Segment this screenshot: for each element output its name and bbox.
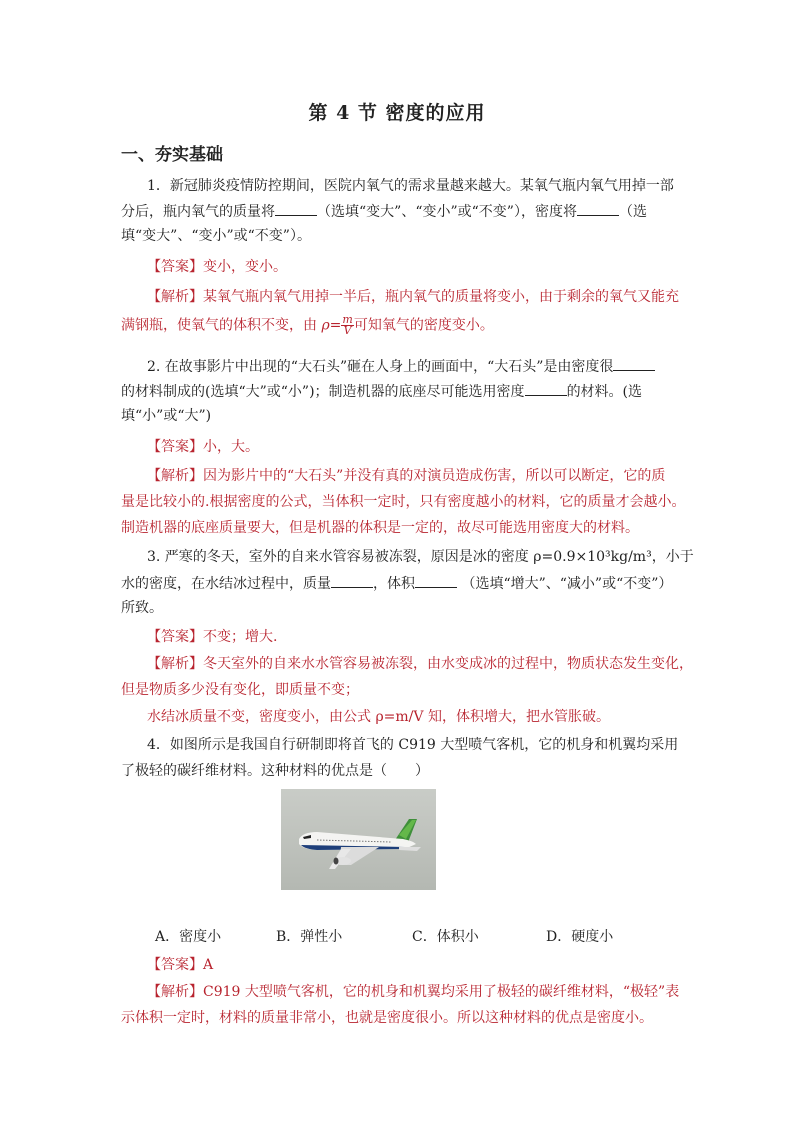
answer-text: A [203,957,214,973]
explanation-text: 量是比较小的.根据密度的公式，当体积一定时，只有密度越小的材料，它的质量才会越小。 [121,494,686,510]
explanation-text: C919 大型喷气客机，它的机身和机翼均采用了极轻的碳纤维材料，“极轻”表 [203,984,680,1000]
q3-line-3: 所致。 [121,600,163,616]
q3-line-1: 3. 严寒的冬天，室外的自来水管容易被冻裂，原因是冰的密度 ρ=0.9×10³kg/m³，小于 [147,549,694,565]
explanation-tag: 【解析】 [147,468,203,484]
q4-line-1: 4．如图所示是我国自行研制即将首飞的 C919 大型喷气客机，它的机身和机翼均采用 [147,737,679,753]
answer-text: 不变；增大. [203,629,278,645]
option-a: A．密度小 [155,929,222,945]
explanation-text: 水结冰质量不变，密度变小，由公式 ρ=m/V 知，体积增大，把水管胀破。 [147,709,610,725]
airplane-photo [281,789,436,890]
blank [577,201,619,216]
q1-explanation-2 [121,315,681,336]
explanation-text: 满钢瓶，使氧气的体积不变，由 [121,317,322,334]
q3-explanation-3 [147,707,707,727]
option-c: C．体积小 [412,929,479,945]
q4-answer [147,955,707,975]
explanation-text: 某氧气瓶内氧气用掉一半后，瓶内氧气的质量将变小，由于剩余的氧气又能充 [203,289,679,305]
q2-line-1 [147,356,707,377]
blank [331,573,373,588]
explanation-tag: 【解析】 [147,289,203,305]
q3-line-2 [121,573,681,594]
explanation-text: 可知氧气的密度变小。 [353,317,494,334]
answer-text: 小，大。 [203,439,259,455]
q2-line-3: 填“小”或“大”) [121,408,212,424]
explanation-tag: 【解析】 [147,656,203,672]
q2-explanation-1 [147,466,707,486]
q4-explanation-2 [121,1008,681,1028]
q3-text: ，体积 [373,576,415,592]
q3-explanation-1 [147,654,707,674]
q1-answer [147,257,707,277]
q1-line-2 [121,201,681,222]
q1-line-3: 填“变大”、“变小”或“不变”）。 [121,228,311,244]
q2-text: 的材料制成的(选填“大”或“小”)；制造机器的底座尽可能选用密度 [121,384,525,400]
q3-answer [147,627,707,647]
formula-rho: ρ= [321,317,342,334]
q1-text: （选填“变大”、“变小”或“不变”），密度将 [317,204,577,220]
q2-explanation-2 [121,492,686,512]
explanation-tag: 【解析】 [147,984,203,1000]
q2-answer [147,437,707,457]
q4-line-2: 了极轻的碳纤维材料。这种材料的优点是（ ） [121,763,429,779]
answer-text: 变小，变小。 [203,259,287,275]
explanation-text: 冬天室外的自来水水管容易被冻裂，由水变成冰的过程中，物质状态发生变化， [203,656,693,672]
q2-line-2 [121,381,681,402]
section-heading: 一、夯实基础 [121,145,223,165]
q2-text: 的材料。(选 [566,384,643,400]
answer-tag: 【答案】 [147,957,203,973]
option-d: D．硬度小 [546,929,614,945]
blank [415,573,457,588]
q3-explanation-2 [121,680,681,700]
q3-text: （选填“增大”、“减小”或“不变”） [457,576,673,592]
q2-text: 2. 在故事影片中出现的“大石头”砸在人身上的画面中，“大石头”是由密度很 [147,359,614,375]
explanation-text: 因为影片中的“大石头”并没有真的对演员造成伤害，所以可以断定，它的质 [203,468,666,484]
q3-text: 水的密度，在水结冰过程中，质量 [121,576,331,592]
explanation-text: 示体积一定时，材料的质量非常小，也就是密度很小。所以这种材料的优点是密度小。 [121,1010,653,1026]
q1-explanation-1 [147,287,707,307]
explanation-text: 制造机器的底座质量要大，但是机器的体积是一定的，故尽可能选用密度大的材料。 [121,520,639,536]
fraction-numerator: m [342,313,353,326]
blank [613,356,655,371]
formula-fraction [341,315,353,336]
answer-tag: 【答案】 [147,629,203,645]
q1-text: （选 [618,204,647,220]
answer-tag: 【答案】 [147,259,203,275]
page-title: 第 4 节 密度的应用 [308,102,486,124]
explanation-text: 但是物质多少没有变化，即质量不变； [121,682,359,698]
q4-explanation-1 [147,982,707,1002]
answer-tag: 【答案】 [147,439,203,455]
q1-text: 分后，瓶内氧气的质量将 [121,204,275,220]
fraction-denominator: V [343,324,352,337]
q1-line-1: 1．新冠肺炎疫情防控期间，医院内氧气的需求量越来越大。某氧气瓶内氧气用掉一部 [147,178,674,194]
option-b: B．弹性小 [276,929,343,945]
q2-explanation-3 [121,518,681,538]
blank [275,201,317,216]
blank [525,381,567,396]
